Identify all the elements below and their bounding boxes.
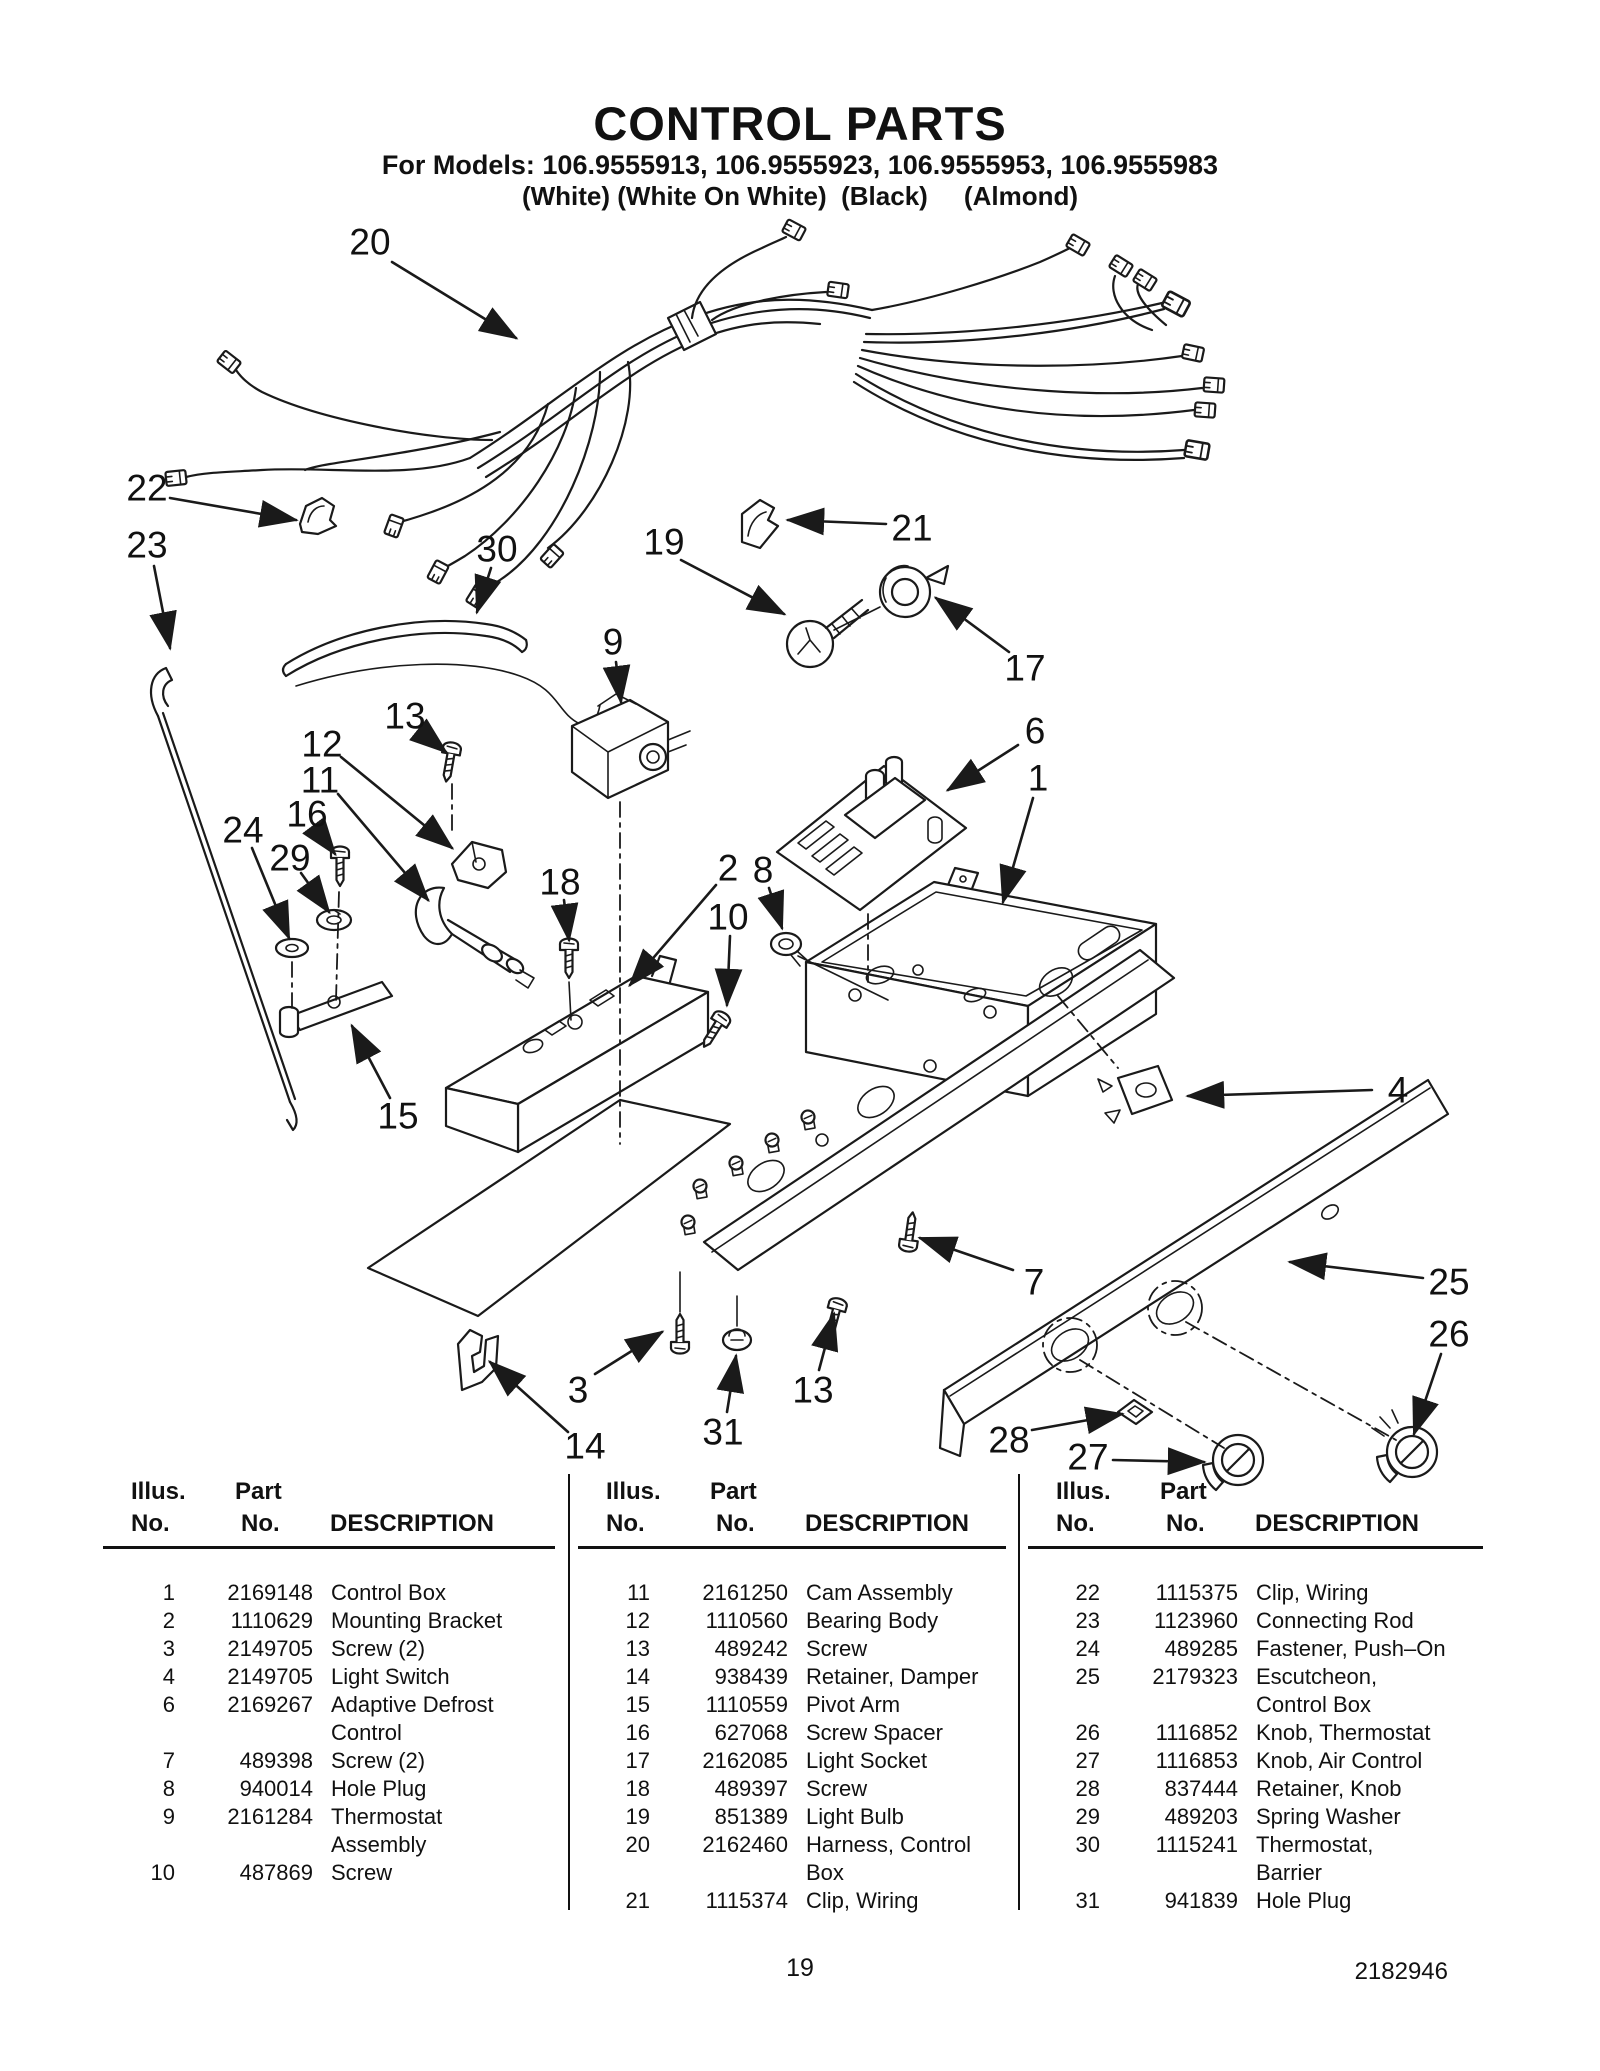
illus-no: 28 — [1075, 1776, 1100, 1801]
light-bulb-drawing — [787, 600, 868, 667]
illus-no: 6 — [162, 1692, 175, 1717]
parts-table-row — [578, 1887, 1006, 1915]
parts-table-row — [1028, 1747, 1483, 1775]
callout-leader-28 — [1032, 1414, 1122, 1430]
description: Clip, Wiring — [1256, 1580, 1369, 1605]
parts-table-row — [103, 1663, 555, 1691]
description: Adaptive Defrost Control — [331, 1692, 494, 1745]
part-no: 1110560 — [705, 1608, 788, 1633]
callout-label-13: 13 — [384, 695, 426, 737]
part-no: 1115241 — [1155, 1832, 1238, 1857]
col-part-label: Part — [235, 1478, 282, 1505]
col-part-label: Part — [710, 1478, 757, 1505]
col-illus-no-label: No. — [606, 1510, 645, 1537]
knob-retainer-drawing — [1118, 1400, 1152, 1424]
description: Light Switch — [331, 1664, 450, 1689]
part-no: 489242 — [714, 1636, 788, 1661]
damper-retainer-drawing — [458, 1330, 498, 1390]
parts-table-header — [103, 1474, 555, 1546]
part-no: 2162460 — [702, 1832, 788, 1857]
escutcheon-drawing — [940, 1080, 1448, 1456]
part-no: 627068 — [714, 1720, 788, 1745]
callout-leader-8 — [769, 888, 782, 928]
callout-label-10: 10 — [707, 896, 749, 938]
parts-table-row — [1028, 1831, 1483, 1887]
col-description-label: DESCRIPTION — [1255, 1510, 1420, 1537]
parts-table-row — [1028, 1775, 1483, 1803]
callout-label-24: 24 — [222, 809, 264, 851]
callout-leader-26 — [1414, 1354, 1441, 1434]
callout-leader-1 — [1003, 798, 1033, 902]
part-no: 851389 — [714, 1804, 788, 1829]
illus-no: 30 — [1075, 1832, 1100, 1857]
page-number: 19 — [786, 1954, 814, 1982]
part-no: 2169148 — [227, 1580, 313, 1605]
description: Cam Assembly — [806, 1580, 953, 1605]
callout-label-15: 15 — [377, 1095, 419, 1137]
illus-no: 10 — [150, 1860, 175, 1885]
parts-table-row — [1028, 1803, 1483, 1831]
callout-leader-12 — [341, 757, 452, 848]
callout-label-16: 16 — [286, 793, 328, 835]
description: Bearing Body — [806, 1608, 939, 1633]
col-illus-label: Illus. — [131, 1478, 186, 1505]
light-switch-drawing — [1098, 1066, 1172, 1123]
illus-no: 16 — [625, 1720, 650, 1745]
col-illus-label: Illus. — [606, 1478, 661, 1505]
parts-table-row — [578, 1691, 1006, 1719]
callout-leader-15 — [352, 1026, 390, 1098]
parts-table-row — [1028, 1663, 1483, 1719]
spring-washer-drawing — [317, 910, 351, 930]
col-description-label: DESCRIPTION — [805, 1510, 970, 1537]
part-no: 1116853 — [1155, 1748, 1238, 1773]
illus-no: 24 — [1075, 1636, 1100, 1661]
description: Screw Spacer — [806, 1720, 943, 1745]
description: Screw — [806, 1776, 868, 1801]
illus-no: 26 — [1075, 1720, 1100, 1745]
callout-label-22: 22 — [126, 467, 168, 509]
part-no: 941839 — [1164, 1888, 1238, 1913]
parts-table-header — [1028, 1474, 1483, 1546]
callout-label-6: 6 — [1024, 710, 1046, 752]
callout-label-18: 18 — [539, 861, 581, 903]
models-line: For Models: 106.9555913, 106.9555923, 106.9555953, 106.9555983 — [381, 150, 1219, 180]
parts-table-row — [1028, 1607, 1483, 1635]
callout-label-9: 9 — [602, 621, 624, 663]
parts-table-row — [578, 1803, 1006, 1831]
callout-leader-25 — [1290, 1262, 1423, 1278]
part-no: 489203 — [1164, 1804, 1238, 1829]
table-divider — [1018, 1474, 1020, 1910]
callout-label-2: 2 — [717, 847, 739, 889]
parts-table-row — [1028, 1887, 1483, 1915]
illus-no: 9 — [162, 1804, 175, 1829]
wiring-clip-drawing-21 — [742, 500, 778, 548]
callout-label-11: 11 — [300, 759, 340, 801]
callout-leader-20 — [392, 262, 516, 338]
callout-leader-19 — [681, 560, 784, 614]
push-on-fastener-drawing — [276, 939, 308, 957]
illus-no: 8 — [162, 1776, 175, 1801]
part-no: 2149705 — [227, 1636, 313, 1661]
wire-harness-drawing — [165, 219, 1224, 608]
description: Fastener, Push–On — [1256, 1636, 1446, 1661]
description: Harness, Control Box — [806, 1832, 972, 1885]
callout-leader-6 — [948, 745, 1018, 790]
callout-leader-7 — [920, 1238, 1013, 1270]
description: Connecting Rod — [1256, 1608, 1414, 1633]
callout-leader-10 — [727, 936, 730, 1005]
finish-colors-line: (White) (White On White) (Black) (Almond) — [521, 181, 1079, 211]
illus-no: 15 — [625, 1692, 650, 1717]
parts-table-row — [578, 1775, 1006, 1803]
callout-leader-18 — [564, 900, 569, 940]
callout-leader-29 — [301, 873, 329, 912]
callout-label-8: 8 — [752, 849, 774, 891]
description: Hole Plug — [331, 1776, 427, 1801]
callout-leader-31 — [727, 1356, 736, 1412]
callout-label-30: 30 — [476, 528, 518, 570]
part-no: 1110629 — [230, 1608, 313, 1633]
part-no: 489398 — [239, 1748, 313, 1773]
part-no: 2161250 — [702, 1580, 788, 1605]
parts-table-1 — [103, 1474, 555, 1887]
parts-table-row — [103, 1747, 555, 1775]
parts-table-header — [578, 1474, 1006, 1546]
callout-leader-13 — [819, 1314, 834, 1370]
parts-table-row — [578, 1831, 1006, 1887]
callout-leader-14 — [490, 1362, 568, 1432]
col-part-label: Part — [1160, 1478, 1207, 1505]
col-part-no-label: No. — [716, 1510, 755, 1537]
col-part-no-label: No. — [241, 1510, 280, 1537]
description: Knob, Air Control — [1256, 1748, 1423, 1773]
description: Screw (2) — [331, 1636, 426, 1661]
hole-plug-31-drawing — [723, 1296, 751, 1350]
callout-leader-21 — [788, 520, 886, 524]
illus-no: 18 — [625, 1776, 650, 1801]
hole-plug-8-drawing — [771, 933, 808, 966]
part-no: 487869 — [239, 1860, 313, 1885]
thermostat-barrier-drawing — [283, 621, 600, 725]
callout-label-17: 17 — [1004, 647, 1046, 689]
callout-leader-11 — [338, 794, 428, 900]
connecting-rod-drawing — [151, 668, 297, 1130]
illus-no: 13 — [625, 1636, 650, 1661]
illus-no: 29 — [1075, 1804, 1100, 1829]
description: Pivot Arm — [806, 1692, 901, 1717]
illus-no: 22 — [1075, 1580, 1100, 1605]
col-illus-label: Illus. — [1056, 1478, 1111, 1505]
callout-label-25: 25 — [1428, 1261, 1470, 1303]
illus-no: 31 — [1075, 1888, 1100, 1913]
illus-no: 23 — [1075, 1608, 1100, 1633]
light-socket-drawing — [834, 566, 948, 630]
callout-label-29: 29 — [269, 837, 311, 879]
part-no: 2162085 — [702, 1748, 788, 1773]
col-part-no-label: No. — [1166, 1510, 1205, 1537]
parts-table-row — [578, 1635, 1006, 1663]
callout-leader-27 — [1113, 1460, 1204, 1462]
parts-table-row — [103, 1607, 555, 1635]
description: Mounting Bracket — [331, 1608, 503, 1633]
parts-table-row — [1028, 1635, 1483, 1663]
col-illus-no-label: No. — [131, 1510, 170, 1537]
description: Clip, Wiring — [806, 1888, 919, 1913]
callout-leader-4 — [1188, 1090, 1372, 1096]
parts-table-row — [578, 1663, 1006, 1691]
parts-table-row — [578, 1607, 1006, 1635]
knob-thermostat-drawing — [1372, 1410, 1437, 1482]
parts-table-row — [578, 1579, 1006, 1607]
description: Screw — [331, 1860, 393, 1885]
description: Hole Plug — [1256, 1888, 1352, 1913]
callout-label-21: 21 — [891, 507, 933, 549]
callout-label-27: 27 — [1067, 1436, 1109, 1478]
part-no: 1123960 — [1153, 1608, 1238, 1633]
callout-label-20: 20 — [349, 221, 391, 263]
description: Control Box — [331, 1580, 446, 1605]
part-no: 2169267 — [227, 1692, 313, 1717]
table-divider — [568, 1474, 570, 1910]
parts-table-row — [103, 1635, 555, 1663]
callout-label-1: 1 — [1027, 757, 1049, 799]
description: Thermostat Assembly — [331, 1804, 443, 1857]
parts-rows — [578, 1549, 1006, 1915]
parts-table-row — [103, 1859, 555, 1887]
callout-leader-17 — [936, 598, 1009, 652]
description: Screw (2) — [331, 1748, 426, 1773]
description: Knob, Thermostat — [1256, 1720, 1431, 1745]
parts-table-row — [103, 1775, 555, 1803]
description: Spring Washer — [1256, 1804, 1401, 1829]
part-no: 1116852 — [1155, 1720, 1238, 1745]
illus-no: 25 — [1075, 1664, 1100, 1689]
part-no: 940014 — [239, 1776, 313, 1801]
parts-rows — [1028, 1549, 1483, 1915]
parts-table-row — [1028, 1579, 1483, 1607]
callout-label-4: 4 — [1387, 1069, 1409, 1111]
part-no: 489397 — [714, 1776, 788, 1801]
illus-no: 3 — [162, 1636, 175, 1661]
callout-label-28: 28 — [988, 1419, 1030, 1461]
description: Light Bulb — [806, 1804, 904, 1829]
illus-no: 7 — [162, 1748, 175, 1773]
callout-label-19: 19 — [643, 521, 685, 563]
illus-no: 17 — [625, 1748, 650, 1773]
callout-leader-23 — [154, 566, 170, 648]
parts-table-row — [578, 1747, 1006, 1775]
parts-table-row — [578, 1719, 1006, 1747]
illus-no: 12 — [625, 1608, 650, 1633]
parts-table-2 — [578, 1474, 1006, 1915]
wiring-clip-drawing-22 — [300, 498, 336, 534]
col-description-label: DESCRIPTION — [330, 1510, 495, 1537]
callout-label-12: 12 — [301, 723, 343, 765]
illus-no: 27 — [1075, 1748, 1100, 1773]
part-no: 938439 — [714, 1664, 788, 1689]
callout-label-7: 7 — [1023, 1261, 1045, 1303]
parts-table-row — [103, 1579, 555, 1607]
bearing-body-drawing — [452, 842, 506, 888]
description: Retainer, Damper — [806, 1664, 979, 1689]
illus-no: 20 — [625, 1832, 650, 1857]
illus-no: 21 — [625, 1888, 650, 1913]
callout-label-13: 13 — [792, 1369, 834, 1411]
part-no: 489285 — [1164, 1636, 1238, 1661]
col-illus-no-label: No. — [1056, 1510, 1095, 1537]
part-no: 1115374 — [705, 1888, 788, 1913]
illus-no: 14 — [625, 1664, 650, 1689]
parts-table-row — [103, 1691, 555, 1747]
description: Escutcheon, Control Box — [1256, 1664, 1378, 1717]
parts-rows — [103, 1549, 555, 1887]
illus-no: 19 — [625, 1804, 650, 1829]
callout-label-14: 14 — [564, 1425, 606, 1467]
description: Retainer, Knob — [1256, 1776, 1402, 1801]
page-title: CONTROL PARTS — [593, 97, 1007, 150]
callout-leader-22 — [170, 498, 296, 520]
part-no: 2149705 — [227, 1664, 313, 1689]
callout-label-26: 26 — [1428, 1313, 1470, 1355]
illus-no: 11 — [627, 1580, 650, 1605]
description: Light Socket — [806, 1748, 928, 1773]
description: Screw — [806, 1636, 868, 1661]
thermostat-assembly-drawing — [572, 694, 690, 798]
exploded-parts-diagram — [0, 210, 1600, 1502]
callout-label-3: 3 — [567, 1369, 589, 1411]
description: Thermostat, Barrier — [1256, 1832, 1374, 1885]
callout-leader-3 — [595, 1332, 662, 1374]
callout-label-23: 23 — [126, 524, 168, 566]
parts-table-row — [1028, 1719, 1483, 1747]
part-no: 837444 — [1164, 1776, 1238, 1801]
illus-no: 1 — [162, 1580, 175, 1605]
parts-table-3 — [1028, 1474, 1483, 1915]
parts-table-row — [103, 1803, 555, 1859]
callout-label-31: 31 — [702, 1411, 744, 1453]
cam-assembly-drawing — [416, 888, 534, 988]
part-no: 2179323 — [1152, 1664, 1238, 1689]
part-no: 1110559 — [705, 1692, 788, 1717]
part-no: 1115375 — [1155, 1580, 1238, 1605]
illus-no: 4 — [162, 1664, 175, 1689]
part-no: 2161284 — [227, 1804, 313, 1829]
document-number: 2182946 — [1354, 1958, 1448, 1985]
illus-no: 2 — [162, 1608, 175, 1633]
